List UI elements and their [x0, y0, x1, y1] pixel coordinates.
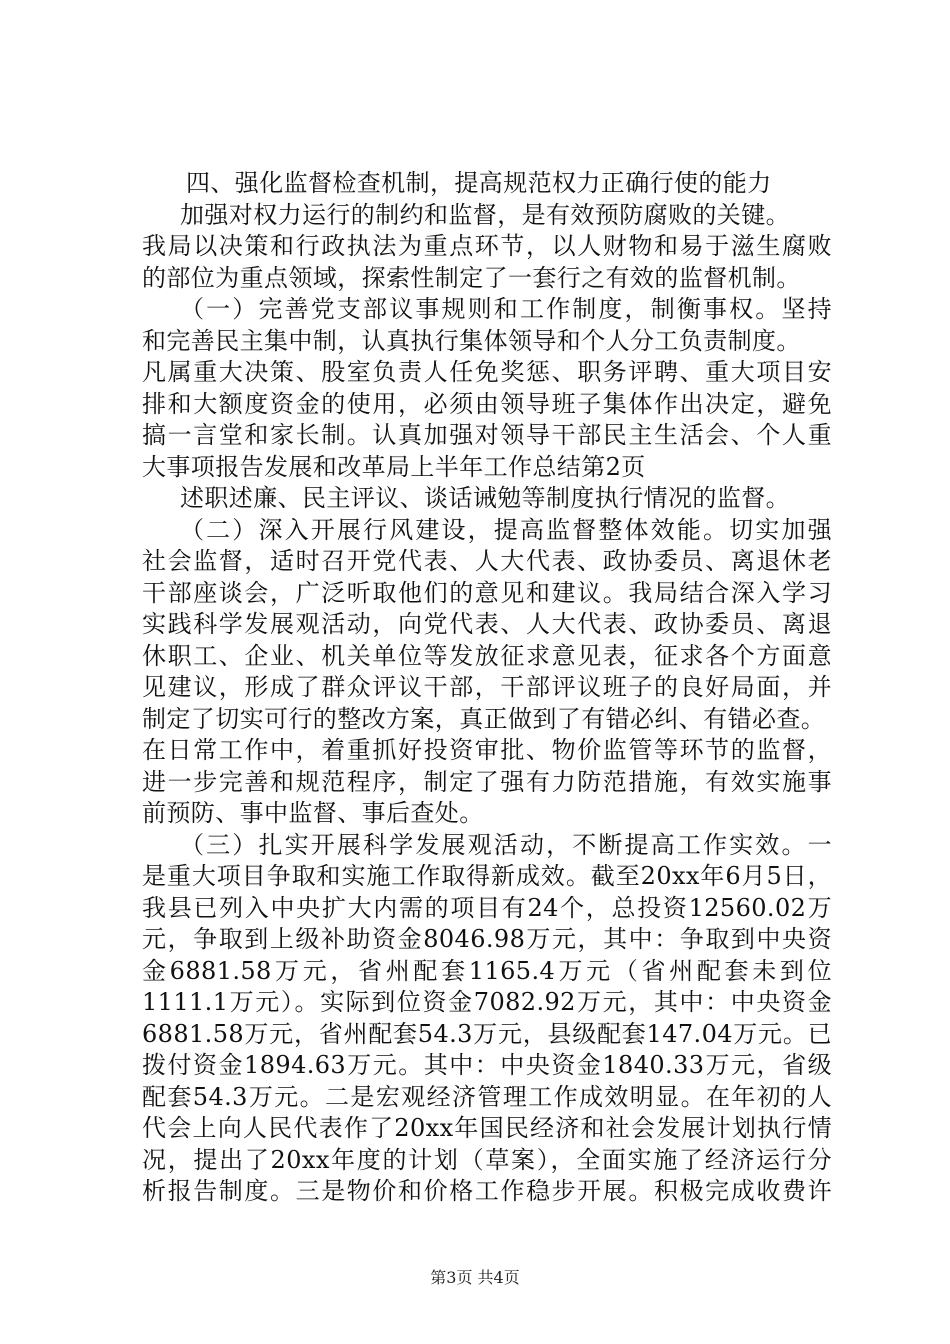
- paragraph-line: 6881.58万元，省州配套54.3万元，县级配套147.04万元。已: [142, 1019, 832, 1048]
- paragraph-line: （二）深入开展行风建设，提高监督整体效能。切实加强: [180, 515, 832, 544]
- page-number-label: 第3页 共4页: [430, 1268, 520, 1287]
- paragraph-line: 加强对权力运行的制约和监督，是有效预防腐败的关键。: [180, 200, 790, 229]
- paragraph-line: 析报告制度。三是物价和价格工作稳步开展。积极完成收费许: [142, 1177, 832, 1205]
- paragraph-line: 和完善民主集中制，认真执行集体领导和个人分工负责制度。: [142, 326, 801, 355]
- paragraph-line: 前预防、事中监督、事后查处。: [142, 799, 484, 827]
- paragraph-line: 社会监督，适时召开党代表、人大代表、政协委员、离退休老: [142, 547, 832, 575]
- paragraph-line: 1111.1万元）。实际到位资金7082.92万元，其中：中央资金: [142, 988, 832, 1016]
- paragraph-line: 实践科学发展观活动，向党代表、人大代表、政协委员、离退: [142, 610, 832, 638]
- paragraph-line: （三）扎实开展科学发展观活动，不断提高工作实效。一: [180, 830, 832, 859]
- paragraph-line: 况，提出了20xx年度的计划（草案），全面实施了经济运行分: [142, 1145, 832, 1174]
- paragraph-line: 在日常工作中，着重抓好投资审批、物价监管等环节的监督，: [142, 736, 832, 764]
- paragraph-line: 见建议，形成了群众评议干部，干部评议班子的良好局面，并: [142, 673, 832, 701]
- paragraph-line: 制定了切实可行的整改方案，真正做到了有错必纠、有错必查。: [142, 704, 826, 733]
- paragraph-line: 排和大额度资金的使用，必须由领导班子集体作出决定，避免: [142, 389, 832, 418]
- paragraph-line: 进一步完善和规范程序，制定了强有力防范措施，有效实施事: [142, 767, 832, 796]
- paragraph-line: 述职述廉、民主评议、谈话诫勉等制度执行情况的监督。: [180, 484, 790, 512]
- paragraph-line: 代会上向人民代表作了20xx年国民经济和社会发展计划执行情: [142, 1114, 832, 1142]
- paragraph-line: 元，争取到上级补助资金8046.98万元，其中：争取到中央资: [142, 925, 832, 953]
- paragraph-line: 金6881.58万元，省州配套1165.4万元（省州配套未到位: [142, 956, 832, 985]
- paragraph-line: 大事项报告发展和改革局上半年工作总结第2页: [142, 452, 646, 481]
- paragraph-line: 配套54.3万元。二是宏观经济管理工作成效明显。在年初的人: [142, 1082, 832, 1111]
- document-body: [142, 168, 832, 1208]
- page-footer: [0, 1268, 950, 1288]
- paragraph-line: 干部座谈会，广泛听取他们的意见和建议。我局结合深入学习: [142, 578, 832, 607]
- paragraph-line: 我县已列入中央扩大内需的项目有24个，总投资12560.02万: [142, 893, 832, 922]
- paragraph-line: 搞一言堂和家长制。认真加强对领导干部民主生活会、个人重: [142, 421, 832, 449]
- paragraph-line: 我局以决策和行政执法为重点环节，以人财物和易于滋生腐败: [142, 232, 832, 260]
- paragraph-line: 拨付资金1894.63万元。其中：中央资金1840.33万元，省级: [142, 1051, 832, 1079]
- paragraph-line: 是重大项目争取和实施工作取得新成效。截至20xx年6月5日，: [142, 862, 832, 890]
- paragraph-line: 凡属重大决策、股室负责人任免奖惩、职务评聘、重大项目安: [142, 358, 832, 386]
- paragraph-line: 休职工、企业、机关单位等发放征求意见表，征求各个方面意: [142, 641, 832, 670]
- paragraph-line: （一）完善党支部议事规则和工作制度，制衡事权。坚持: [180, 295, 832, 323]
- paragraph-line: 的部位为重点领域，探索性制定了一套行之有效的监督机制。: [142, 263, 801, 292]
- section-heading: 四、强化监督检查机制，提高规范权力正确行使的能力: [186, 169, 772, 197]
